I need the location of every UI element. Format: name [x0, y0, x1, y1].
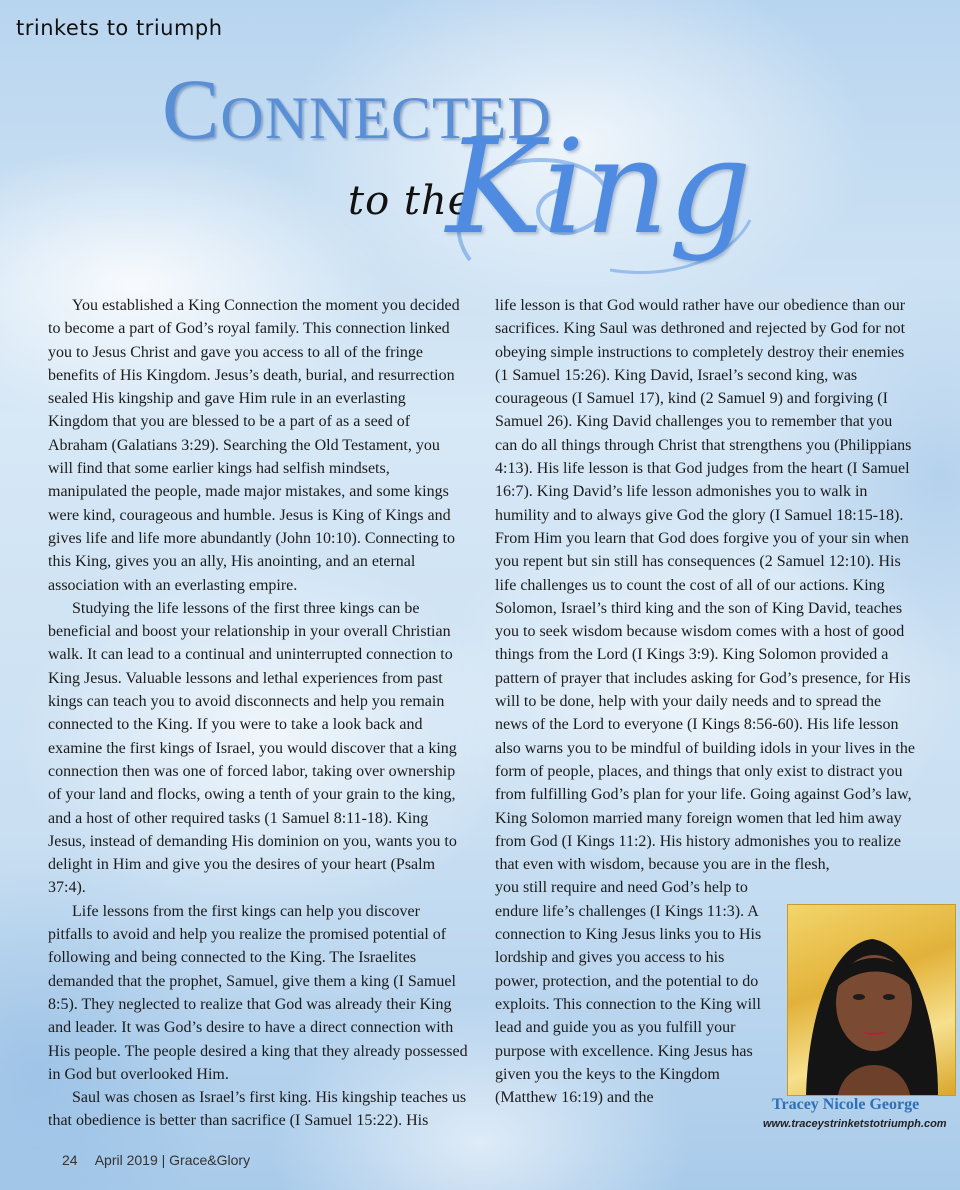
author-website[interactable]: www.traceystrinketstotriumph.com	[763, 1118, 947, 1130]
author-name: Tracey Nicole George	[772, 1096, 920, 1113]
article-paragraph: Saul was chosen as Israel’s first king. His kingship teaches us that obedience is better than sacrifice (I Samuel 15:22). His	[48, 1089, 467, 1130]
title-to-the: to the	[348, 178, 473, 224]
author-photo	[787, 904, 956, 1096]
article-paragraph: You established a King Connection the moment you decided to become a part of God’s royal family. This connection linked you to Jesus Christ and gave you access to all of the fringe benefits of His Kingdom. Jesus’s death, burial, and resurrection sealed His kingship and gave Him rule in an everlasting Kingdom that you are blessed to be a part of as a seed of Abraham (Galatians 3:29). Searching the Old Testament, you will find that some earlier kings had selfish mindsets, manipulated the people, made major mistakes, and some kings were kind, courageous and humble. Jesus is King of Kings and gives life and life more abundantly (John 10:10). Connecting to this King, gives you an ally, His anointing, and an eternal association with an everlasting empire.	[48, 297, 460, 594]
section-tag: trinkets to triumph	[16, 16, 223, 40]
article-paragraph: Life lessons from the first kings can help you discover pitfalls to avoid and help you realize the promised potential of following and being connected to the King. The Israelites demanded that the prophet, Samuel, give them a king (I Samuel 8:5). They neglected to realize that God was already their King and leader. It was God’s desire to have a direct connection with His people. The people desired a king that they already possessed in God but overlooked Him.	[48, 902, 468, 1083]
page-footer	[62, 1152, 250, 1168]
article-paragraph-wrapped: you still require and need God’s help to endure life’s challenges (I Kings 11:3). A connection to King Jesus links you to His lordship and gives you access to his power, protection, and the potential to do exploits. This connection to the King will lead and guide you as you fulfill your purpose with excellence. King Jesus has given you the keys to the Kingdom (Matthew 16:19) and the	[495, 879, 762, 1107]
article-paragraph: life lesson is that God would rather have our obedience than our sacrifices. King Saul was dethroned and rejected by God for not obeying simple instructions to completely destroy their enemies (1 Samuel 15:26). King David, Israel’s second king, was courageous (I Samuel 17), kind (2 Samuel 9) and forgiving (I Samuel 26). King David challenges you to remember that you can do all things through Christ that strengthens you (Philippians 4:13). His life lesson is that God judges from the heart (I Samuel 16:7). King David’s life lesson admonishes you to walk in humility and to always give God the glory (I Samuel 18:15-18). From Him you learn that God does forgive you of your sin when you repent but sin still has consequences (2 Samuel 12:10). His life challenges us to count the cost of all of our actions. King Solomon, Israel’s third king and the son of King David, teaches you to seek wisdom because wisdom comes with a host of good things from the Lord (I Kings 3:9). King Solomon provided a pattern of prayer that includes asking for God’s presence, for His will to be done, help with your daily needs and to spread the news of the Lord to everyone (I Kings 8:56-60). His life lesson also warns you to be mindful of building idols in your lives in the form of people, places, and things that only exist to distract you from fulfilling God’s plan for your life. Going against God’s law, King Solomon married many foreign women that led him away from God (I Kings 11:2). His history admonishes you to realize that even with wisdom, because you are in the flesh,	[495, 297, 915, 874]
article-paragraph: Studying the life lessons of the first three kings can be beneficial and boost your relationship in your overall Christian walk. It can lead to a continual and uninterrupted connection to King Jesus. Valuable lessons and lethal experiences from past kings can teach you to avoid disconnects and help you remain connected to the King. If you were to take a look back and examine the first kings of Israel, you would discover that a king connection then was one of forced labor, taking over ownership of your land and flocks, owing a tenth of your grain to the king, and a host of other required tasks (1 Samuel 8:11-18). King Jesus, instead of demanding His dominion on you, wants you to delight in Him and give you the desires of your heart (Psalm 37:4).	[48, 599, 457, 897]
page-number: 24	[62, 1152, 78, 1168]
title-king: King	[446, 111, 752, 263]
title-connected: Connected	[162, 61, 552, 157]
issue-info: April 2019 | Grace&Glory	[94, 1152, 251, 1168]
article-column-left	[48, 294, 468, 1133]
